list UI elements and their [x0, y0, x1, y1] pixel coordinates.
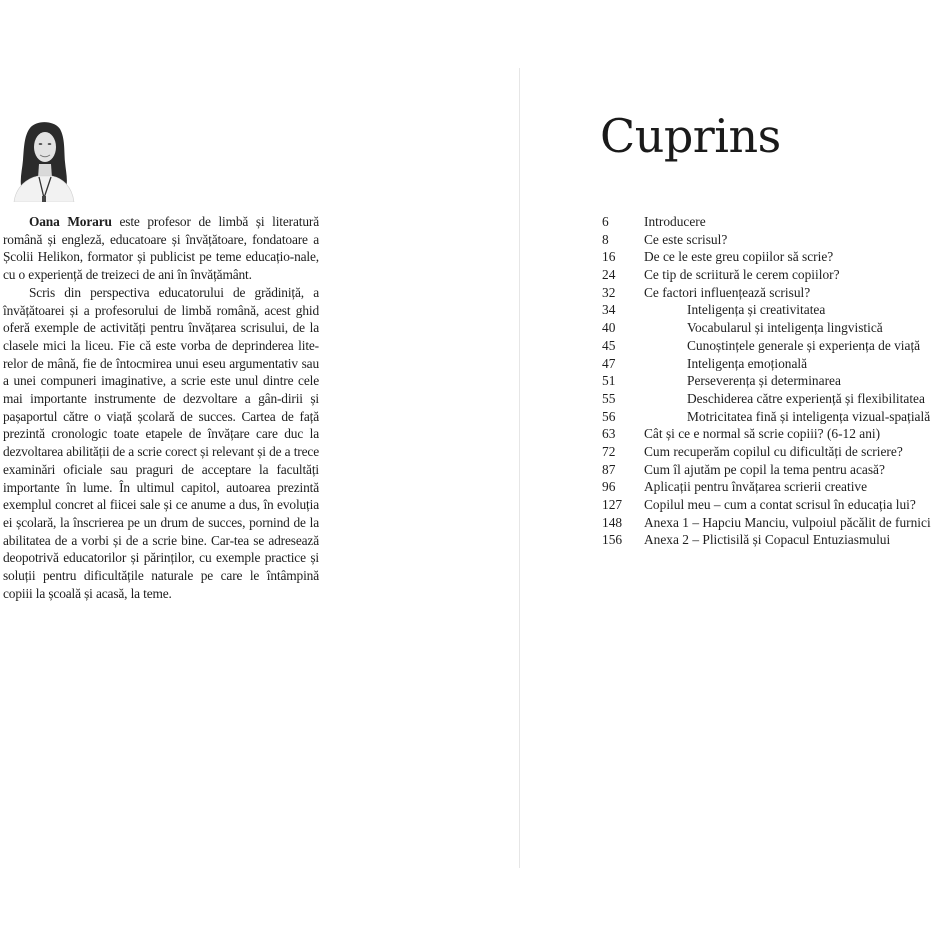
- bio-body-paragraph: Scris din perspectiva educatorului de grădiniță, a învățătoarei și a profesorului de limbă română, acest ghid oferă exemple de activități pentru învățarea scrisului, de la clasele mici la liceu. Fie că este vorba de deprinderea lite-relor de mână, fie de întocmirea unui eseu argumentativ sau a unei compuneri imaginative, a scrie este unul dintre cele mai importante instrumente de dezvoltare a gân-dirii și pașaportul către o viață școlară de succes. Cartea de față prezintă cronologic toate etapele de învățare care duc la dezvoltarea abilității de a scrie corect și relevant și de a trece examinări oficiale sau praguri de acceptare la facultăți importante în lume. În ultimul capitol, autoarea prezintă exemplul concret al fiicei sale și ce anume a dus, în evoluția ei școlară, la înscrierea pe un drum de succes, pornind de la abilitatea de a vorbi și de a scrie bine. Car-tea se adresează deopotrivă educatorilor și părinților, cu exemple practice și soluții pentru dificultățile naturale pe care le întâmpină copiii la școală și acasă, la teme.: [3, 284, 319, 601]
- toc-entry-label: Ce tip de scriitură le cerem copiilor?: [644, 267, 840, 283]
- toc-entry: [602, 390, 937, 408]
- toc-subentry-label: Motricitatea fină și inteligența vizual-spațială: [687, 408, 931, 424]
- toc-entry-label: Copilul meu – cum a contat scrisul în educația lui?: [644, 497, 916, 512]
- toc-entry: [602, 531, 937, 549]
- toc-subentry-label: Inteligența și creativitatea: [687, 302, 826, 318]
- toc-subentry-label: Perseverența și determinarea: [687, 373, 841, 389]
- toc-entry: [602, 248, 937, 266]
- toc-subentry-label: Deschiderea către experiență și flexibilitatea: [687, 390, 925, 406]
- bio-intro-text: este profesor de limbă și literatură română și engleză, educatoare și învățătoare, fondatoare a Școlii Helikon, formator și publicist pe teme educațio-nale, cu o experiență de treizeci de ani în învățământ.: [3, 214, 319, 283]
- toc-page-number: 87: [602, 461, 616, 477]
- toc-entry: [602, 284, 937, 302]
- toc-page-number: 148: [602, 514, 623, 530]
- toc-page-number: 24: [602, 267, 616, 283]
- page-gutter-divider: [519, 68, 520, 868]
- toc-entry: [602, 266, 937, 284]
- toc-page-number: 63: [602, 426, 616, 442]
- toc-subentry-label: Inteligența emoțională: [687, 355, 808, 371]
- toc-entry: [602, 496, 937, 514]
- toc-entry: [602, 301, 937, 319]
- toc-entry-label: Introducere: [644, 214, 706, 229]
- toc-page-number: 156: [602, 532, 623, 548]
- toc-entry: [602, 443, 937, 461]
- toc-entry: [602, 478, 937, 496]
- toc-page-number: 8: [602, 231, 609, 247]
- toc-subentry-label: Cunoștințele generale și experiența de viață: [687, 337, 921, 353]
- toc-page-number: 96: [602, 479, 616, 495]
- toc-page-number: 40: [602, 320, 616, 336]
- toc-entry: [602, 319, 937, 337]
- toc-page-number: 16: [602, 249, 616, 265]
- toc-page-number: 6: [602, 214, 609, 229]
- toc-entry: [602, 231, 937, 249]
- toc-entry-label: De ce le este greu copiilor să scrie?: [644, 249, 834, 265]
- author-bio: [3, 213, 319, 602]
- toc-entry-label: Cât și ce e normal să scrie copiii? (6-12 ani): [644, 426, 881, 442]
- toc-page-number: 56: [602, 408, 616, 424]
- toc-page-number: 34: [602, 302, 616, 318]
- toc-page-number: 72: [602, 443, 616, 459]
- toc-entry: [602, 372, 937, 390]
- toc-entry-label: Aplicații pentru învățarea scrierii creative: [644, 479, 868, 495]
- toc-entry: [602, 425, 937, 443]
- toc-entry: [602, 408, 937, 426]
- toc-page-number: 45: [602, 337, 616, 353]
- toc-entry-label: Cum îl ajutăm pe copil la tema pentru acasă?: [644, 461, 885, 477]
- toc-subentry-label: Vocabularul și inteligența lingvistică: [687, 320, 883, 336]
- toc-page-number: 47: [602, 355, 616, 371]
- toc-page-number: 127: [602, 497, 623, 512]
- toc-entry: [602, 355, 937, 373]
- toc-page-number: 32: [602, 284, 616, 300]
- toc-entry: [602, 213, 937, 231]
- toc-entry: [602, 461, 937, 479]
- toc-entry-label: Ce este scrisul?: [644, 231, 728, 247]
- toc-entry: [602, 337, 937, 355]
- toc-entry-label: Anexa 2 – Plictisilă și Copacul Entuziasmului: [644, 532, 891, 548]
- toc-entry-label: Cum recuperăm copilul cu dificultăți de scriere?: [644, 443, 903, 459]
- toc-entry-label: Anexa 1 – Hapciu Manciu, vulpoiul păcălit de furnici: [644, 514, 931, 530]
- author-name: Oana Moraru: [29, 214, 112, 229]
- toc-page-number: 55: [602, 390, 616, 406]
- bio-intro-paragraph: [3, 213, 319, 284]
- toc-entry-label: Ce factori influențează scrisul?: [644, 284, 811, 300]
- toc-title: Cuprins: [600, 109, 781, 163]
- toc-page-number: 51: [602, 373, 616, 389]
- author-portrait: [10, 120, 76, 202]
- toc-entry: [602, 514, 937, 532]
- table-of-contents: [602, 213, 937, 549]
